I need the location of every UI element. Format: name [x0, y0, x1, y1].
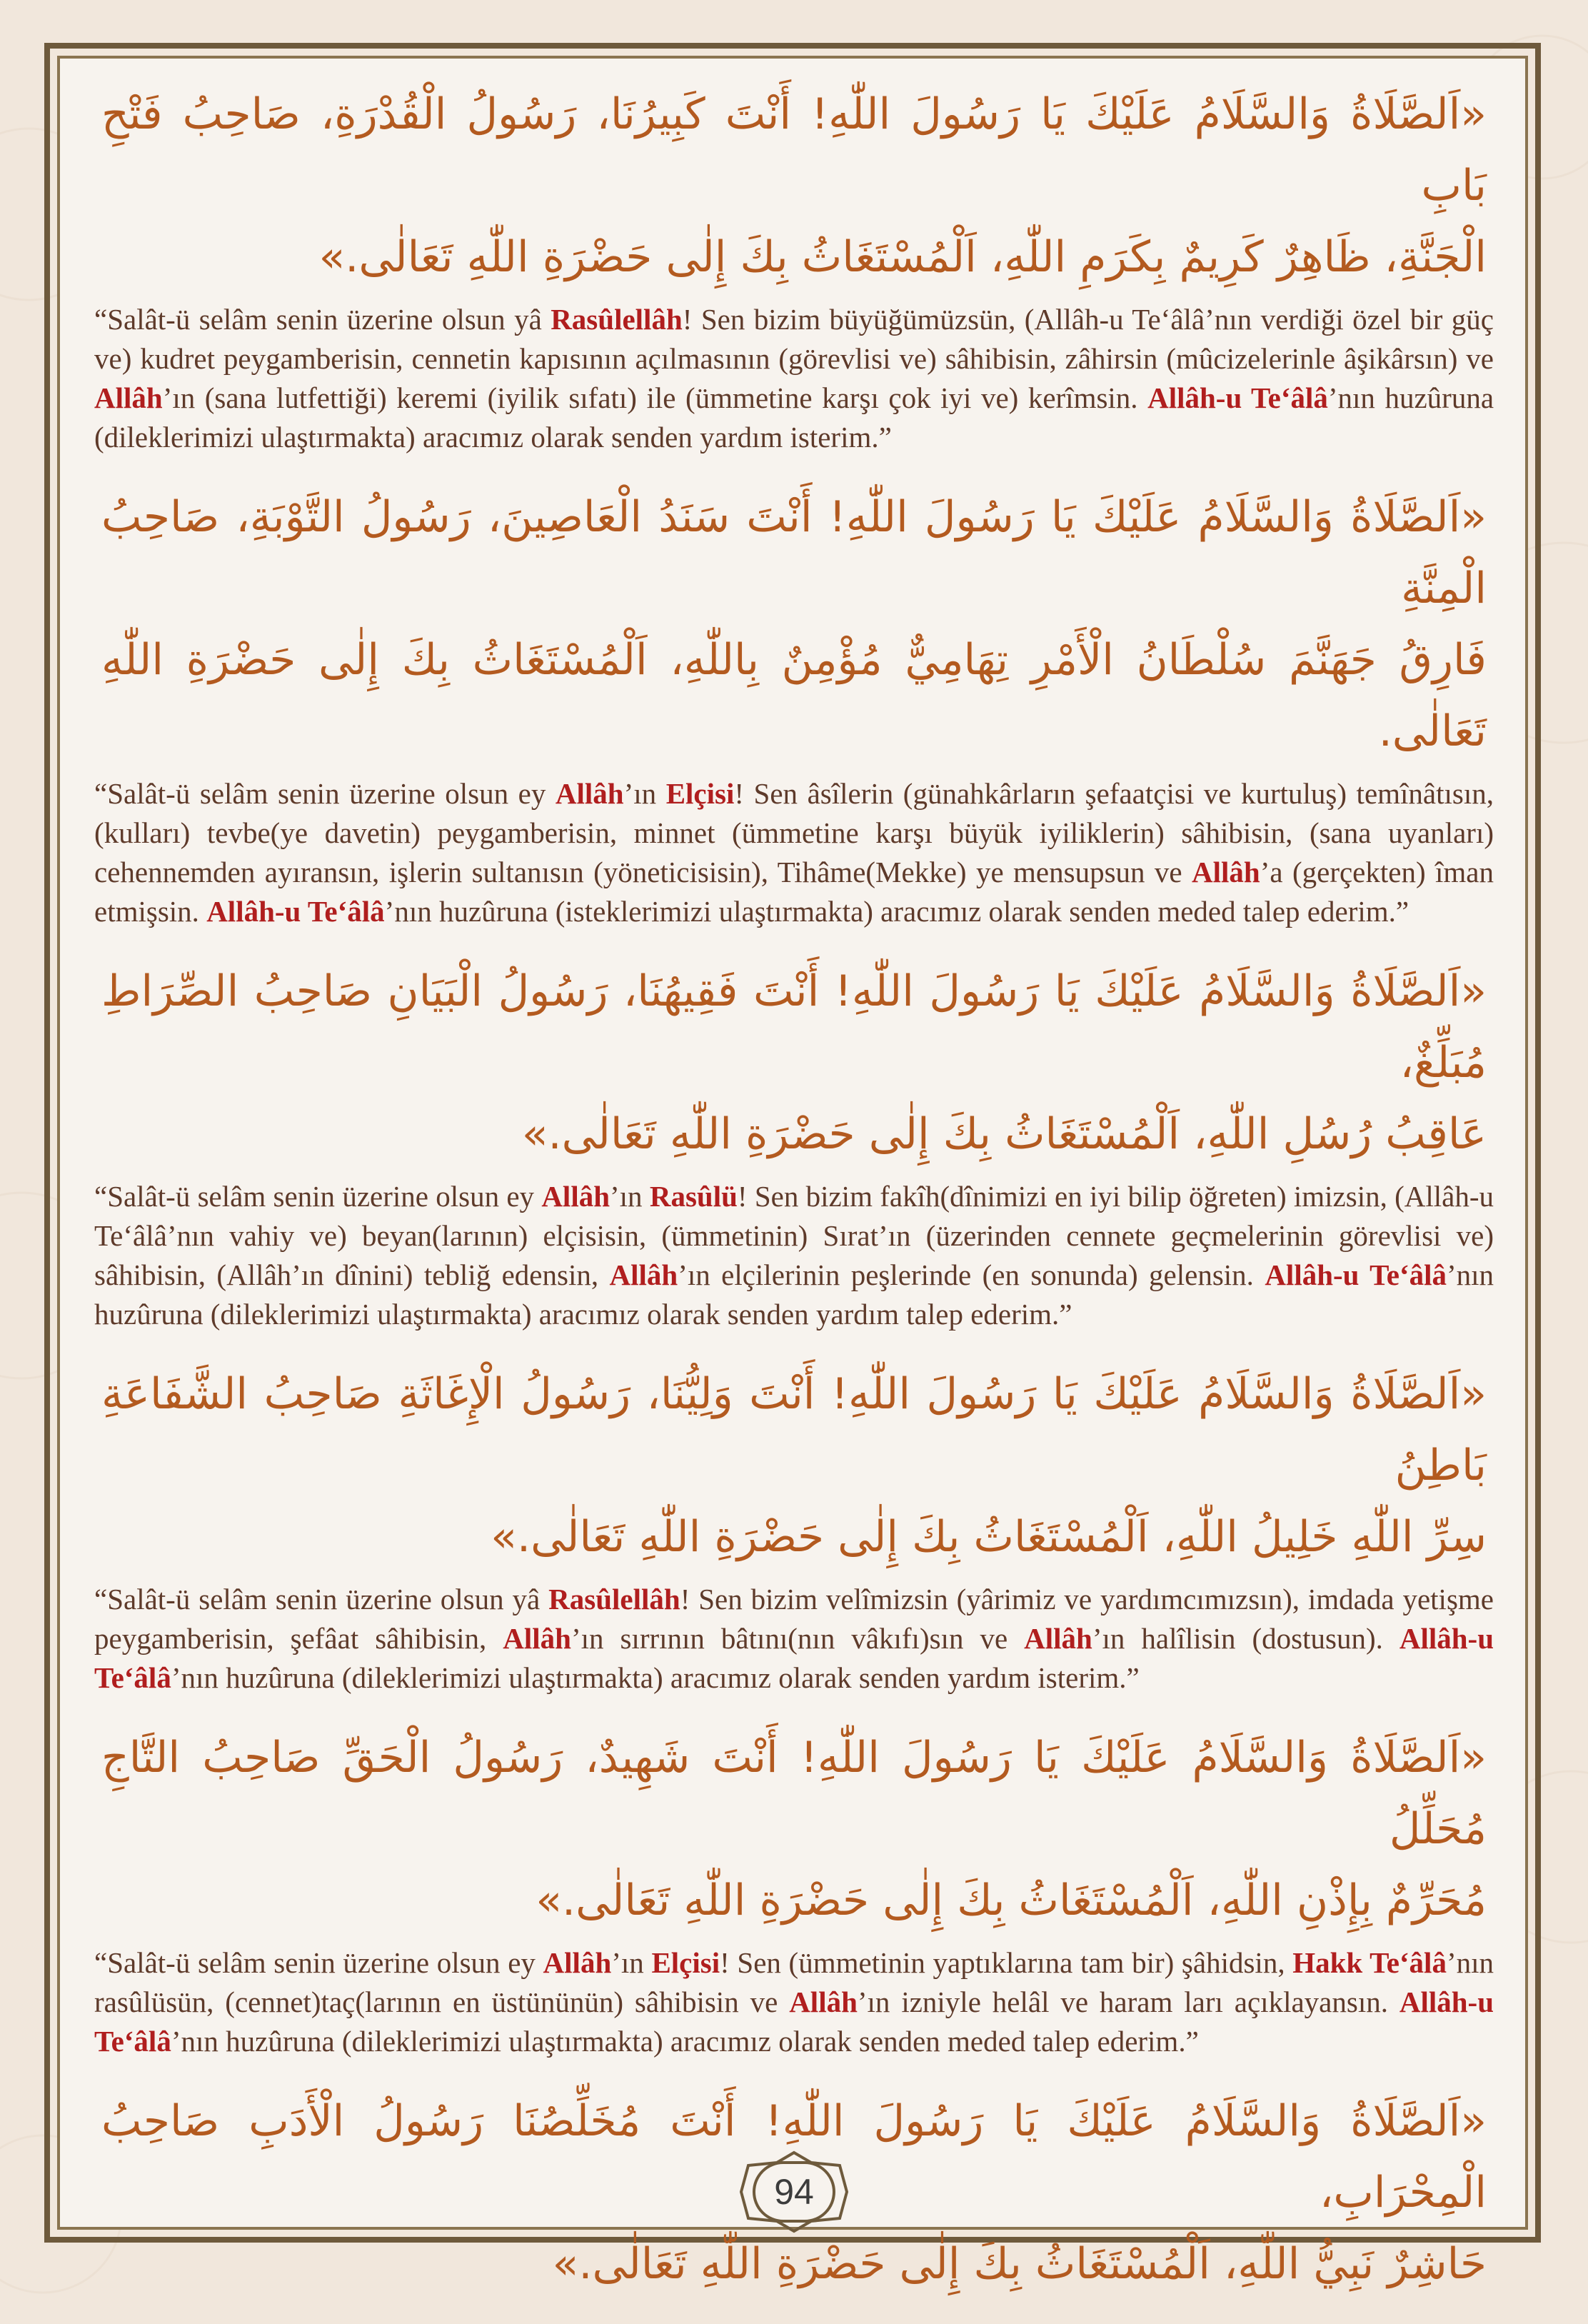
highlight-term: Rasûlellâh	[548, 1583, 680, 1616]
arabic-line: «اَلصَّلَاةُ وَالسَّلَامُ عَلَيْكَ يَا رَسُولَ اللّٰهِ! أَنْتَ فَقِيهُنَا، رَسُولُ الْبَيَانِ صَاحِبُ الصِّرَاطِ مُبَلِّغٌ،	[101, 966, 1487, 1088]
translation-segment: ’nın huzûruna (dileklerimizi ulaştırmakta) aracımız olarak senden meded talep ederim.”	[171, 2025, 1199, 2058]
arabic-text	[101, 956, 1487, 1170]
arabic-line: سِرِّ اللّٰهِ خَلِيلُ اللّٰهِ، اَلْمُسْتَغَاثُ بِكَ إِلٰى حَضْرَةِ اللّٰهِ تَعَالٰى.»	[491, 1512, 1487, 1562]
highlight-term: Allâh	[1192, 856, 1260, 888]
translation-segment: ’ın	[623, 777, 666, 810]
arabic-line: مُحَرِّمٌ بِإِذْنِ اللّٰهِ، اَلْمُسْتَغَاثُ بِكَ إِلٰى حَضْرَةِ اللّٰهِ تَعَالٰى.»	[536, 1875, 1487, 1925]
highlight-term: Allâh-u Te‘âlâ	[94, 1622, 1494, 1694]
translation-segment: ’nın rasûlüsün, (cennet)taç(larının en üstününün) sâhibisin ve	[94, 1946, 1494, 2018]
translation-segment: ’nın huzûruna (dileklerimizi ulaştırmakta) aracımız olarak senden yardım talep ederim.”	[94, 1258, 1494, 1331]
highlight-term: Allâh	[609, 1258, 678, 1291]
arabic-text	[101, 1358, 1487, 1573]
arabic-text	[101, 1722, 1487, 1936]
prayer-block	[94, 956, 1494, 1334]
translation-segment: ’ın halîlisin (dostusun).	[1092, 1622, 1399, 1655]
translation-segment: ’nın huzûruna (dileklerimizi ulaştırmakta) aracımız olarak senden yardım isterim.”	[94, 381, 1494, 454]
translation-segment: ! Sen âsîlerin (günahkârların şefaatçisi ve kurtuluş) temînâtısın, (kulları) tevbe(ye davetin) peygamberisin, minnet (ümmetine karşı büyük iyiliklerin) sâhibisin, (sana uyanları) cehennemden ayıransın, işlerin sultanısın (yöneticisisin), Tihâme(Mekke) ye mensupsun ve	[94, 777, 1494, 888]
translation-segment: “Salât-ü selâm senin üzerine olsun ey	[94, 777, 556, 810]
translation-segment: ’nın huzûruna (dileklerimizi ulaştırmakta) aracımız olarak senden yardım isterim.”	[171, 1661, 1140, 1694]
arabic-line: فَارِقُ جَهَنَّمَ سُلْطَانُ الْأَمْرِ تِهَامِيٌّ مُؤْمِنٌ بِاللّٰهِ، اَلْمُسْتَغَاثُ بِكَ إِلٰى حَضْرَةِ اللّٰهِ تَعَالٰى.	[101, 635, 1487, 756]
translation-segment: ’ın elçilerinin peşlerinde (en sonunda) gelensin.	[678, 1258, 1265, 1291]
highlight-term: Allâh	[94, 381, 163, 414]
translation-segment: “Salât-ü selâm senin üzerine olsun ey	[94, 1180, 542, 1213]
highlight-term: Allâh	[555, 777, 624, 810]
highlight-term: Allâh	[503, 1622, 571, 1655]
highlight-term: Allâh-u Te‘âlâ	[1147, 381, 1328, 414]
highlight-term: Allâh	[1024, 1622, 1092, 1655]
translation-segment: ! Sen (ümmetinin yaptıklarına tam bir) şâhidsin,	[720, 1946, 1293, 1979]
translation-segment: ’nın huzûruna (isteklerimizi ulaştırmakta) aracımız olarak senden meded talep ederim.”	[384, 895, 1409, 928]
arabic-text	[101, 481, 1487, 767]
highlight-term: Allâh-u Te‘âlâ	[206, 895, 385, 928]
translation-segment: ’ın (sana lutfettiği) keremi (iyilik sıfatı) ile (ümmetine karşı çok iyi ve) kerîmsin.	[162, 381, 1148, 414]
translation-segment: “Salât-ü selâm senin üzerine olsun yâ	[94, 1583, 549, 1616]
prayer-block	[94, 481, 1494, 931]
translation-text	[94, 300, 1494, 457]
translation-segment: ’ın sırrının bâtını(nın vâkıfı)sın ve	[571, 1622, 1025, 1655]
translation-segment: ’a (gerçekten) îman etmişsin.	[94, 856, 1494, 928]
translation-segment: ! Sen bizim büyüğümüzsün, (Allâh-u Te‘âlâ’nın verdiği özel bir güç ve) kudret peygamberisin, cennetin kapısının açılmasının (görevlisi ve) sâhibisin, zâhirsin (mûcizelerinle âşikârsın) ve	[94, 303, 1494, 375]
translation-text	[94, 1580, 1494, 1698]
arabic-line: «اَلصَّلَاةُ وَالسَّلَامُ عَلَيْكَ يَا رَسُولَ اللّٰهِ! أَنْتَ سَنَدُ الْعَاصِينَ، رَسُولُ التَّوْبَةِ، صَاحِبُ الْمِنَّةِ	[101, 492, 1487, 613]
translation-segment: ’ın	[611, 1946, 652, 1979]
prayer-block	[94, 79, 1494, 457]
arabic-line: «اَلصَّلَاةُ وَالسَّلَامُ عَلَيْكَ يَا رَسُولَ اللّٰهِ! أَنْتَ شَهِيدٌ، رَسُولُ الْحَقِّ صَاحِبُ التَّاجِ مُحَلِّلُ	[101, 1733, 1487, 1854]
page-content	[94, 79, 1494, 2324]
highlight-term: Elçisi	[665, 777, 735, 810]
translation-segment: ! Sen bizim velîmizsin (yârimiz ve yardımcımızsın), imdada yetişme peygamberisin, şefâat sâhibisin,	[94, 1583, 1494, 1655]
translation-segment: ’ın	[610, 1180, 650, 1213]
highlight-term: Rasûlellâh	[551, 303, 683, 336]
arabic-line: «اَلصَّلَاةُ وَالسَّلَامُ عَلَيْكَ يَا رَسُولَ اللّٰهِ! أَنْتَ كَبِيرُنَا، رَسُولُ الْقُدْرَةِ، صَاحِبُ فَتْحِ بَابِ	[101, 89, 1487, 211]
translation-segment: ! Sen bizim fakîh(dînimizi en iyi bilip öğreten) imizsin, (Allâh-u Te‘âlâ’nın vahiy ve) beyan(larının) elçisisin, (ümmetinin) Sırat’ın (üzerinden cennete geçmelerinin görevlisi ve) sâhibisin, (Allâh’ın dînini) tebliğ edensin,	[94, 1180, 1494, 1291]
page-number-ornament	[733, 2150, 855, 2234]
translation-text	[94, 1177, 1494, 1334]
arabic-line: الْجَنَّةِ، ظَاهِرٌ كَرِيمٌ بِكَرَمِ اللّٰهِ، اَلْمُسْتَغَاثُ بِكَ إِلٰى حَضْرَةِ اللّٰهِ تَعَالٰى.»	[318, 232, 1487, 282]
highlight-term: Allâh-u Te‘âlâ	[94, 1985, 1494, 2058]
translation-text	[94, 1943, 1494, 2061]
highlight-term: Allâh	[543, 1946, 612, 1979]
highlight-term: Allâh-u Te‘âlâ	[1265, 1258, 1447, 1291]
highlight-term: Allâh	[789, 1985, 858, 2018]
arabic-line: «اَلصَّلَاةُ وَالسَّلَامُ عَلَيْكَ يَا رَسُولَ اللّٰهِ! أَنْتَ مُخَلِّصُنَا رَسُولُ الْأَدَبِ صَاحِبُ الْمِحْرَابِ،	[101, 2096, 1487, 2218]
prayer-block	[94, 1358, 1494, 1698]
arabic-text	[101, 79, 1487, 293]
prayer-block	[94, 1722, 1494, 2061]
arabic-line: عَاقِبُ رُسُلِ اللّٰهِ، اَلْمُسْتَغَاثُ بِكَ إِلٰى حَضْرَةِ اللّٰهِ تَعَالٰى.»	[521, 1109, 1487, 1159]
highlight-term: Rasûlü	[649, 1180, 738, 1213]
highlight-term: Hakk Te‘âlâ	[1292, 1946, 1447, 1979]
page-number: 94	[753, 2161, 835, 2223]
highlight-term: Elçisi	[651, 1946, 720, 1979]
translation-text	[94, 774, 1494, 931]
arabic-line: حَاشِرٌ نَبِيُّ اللّٰهِ، اَلْمُسْتَغَاثُ بِكَ إِلٰى حَضْرَةِ اللّٰهِ تَعَالٰى.»	[552, 2239, 1487, 2289]
arabic-line: «اَلصَّلَاةُ وَالسَّلَامُ عَلَيْكَ يَا رَسُولَ اللّٰهِ! أَنْتَ وَلِيُّنَا، رَسُولُ الْإِغَاثَةِ صَاحِبُ الشَّفَاعَةِ بَاطِنُ	[101, 1369, 1487, 1491]
translation-segment: “Salât-ü selâm senin üzerine olsun yâ	[94, 303, 551, 336]
translation-segment: “Salât-ü selâm senin üzerine olsun ey	[94, 1946, 543, 1979]
translation-segment: ’ın izniyle helâl ve haram ları açıklayansın.	[857, 1985, 1399, 2018]
highlight-term: Allâh	[541, 1180, 610, 1213]
